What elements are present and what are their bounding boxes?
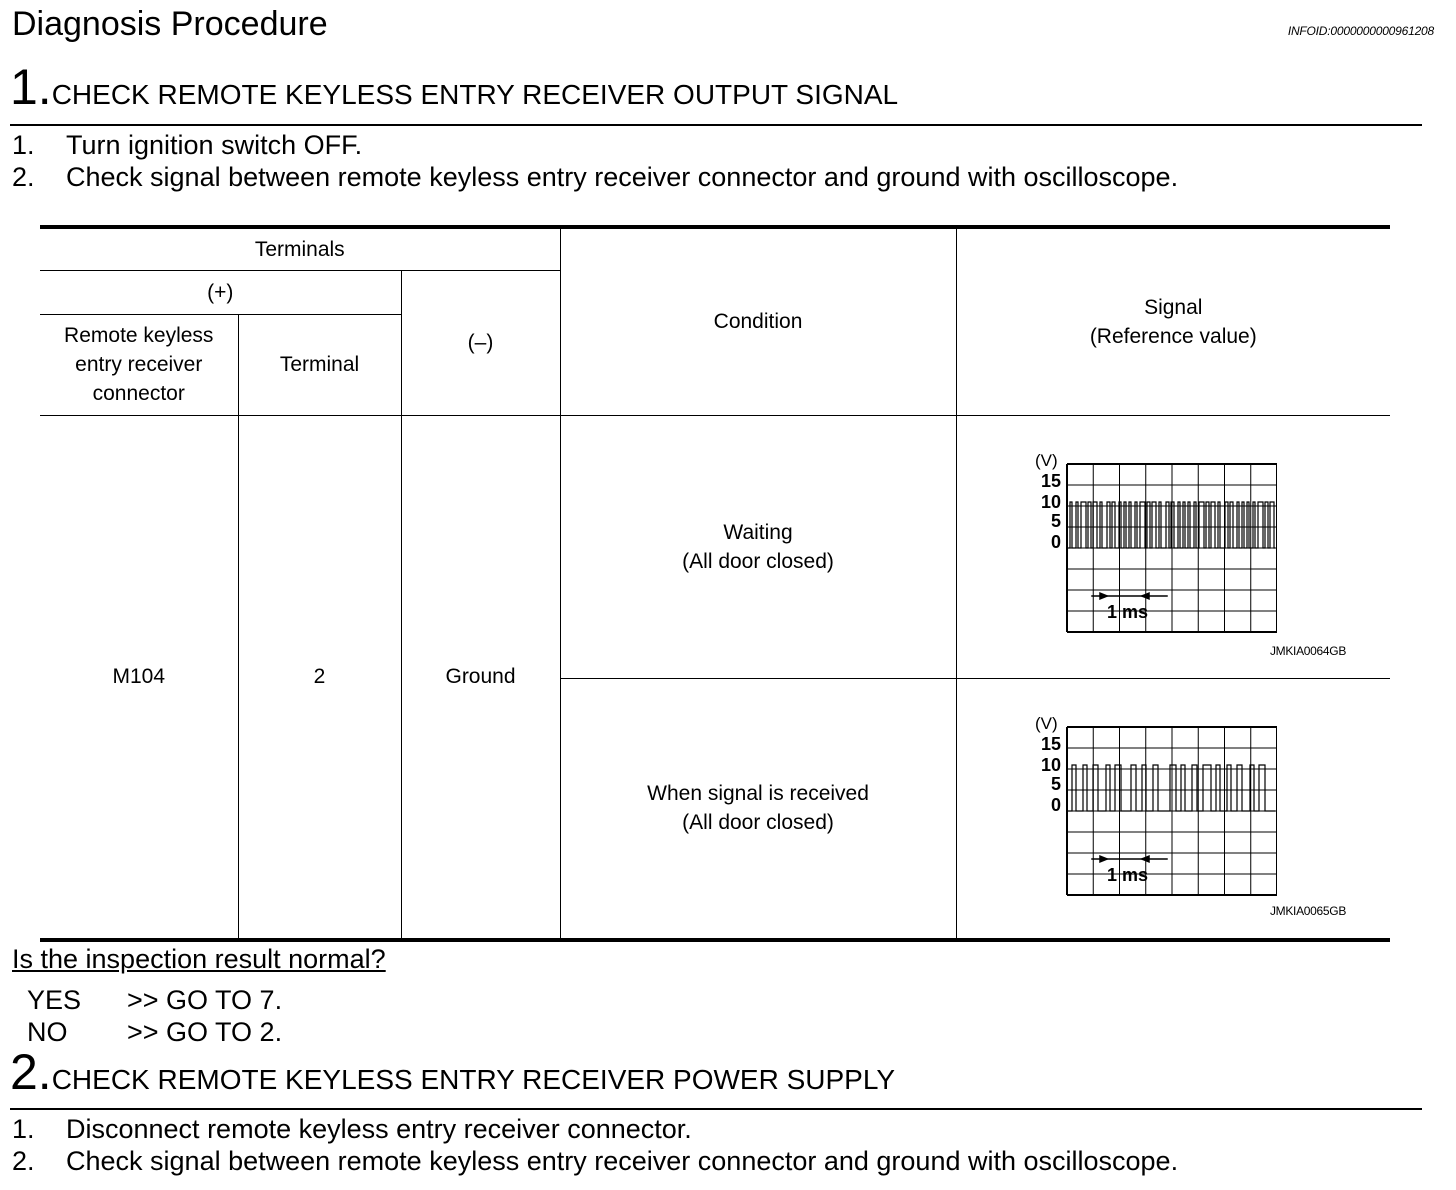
instruction-text: Check signal between remote keyless entry receiver connector and ground with oscilloscope. <box>66 162 1179 192</box>
step-2-number: 2. <box>10 1044 52 1100</box>
instruction-item <box>12 129 1178 161</box>
header-plus: (+) <box>40 270 401 314</box>
condition-label: When signal is received <box>647 782 869 806</box>
instruction-item <box>12 1113 1178 1145</box>
instruction-number: 2. <box>12 1146 35 1176</box>
instruction-item <box>12 1145 1178 1177</box>
step-1-divider <box>10 124 1422 126</box>
waveform-trace <box>1067 502 1275 548</box>
header-terminal: Terminal <box>238 314 401 415</box>
step-2-title: CHECK REMOTE KEYLESS ENTRY RECEIVER POWER SUPPLY <box>51 1064 896 1095</box>
time-span-indicator <box>1091 592 1168 600</box>
condition-sub: (All door closed) <box>682 811 834 835</box>
step-1-heading <box>10 59 899 120</box>
scope-unit-label: (V) <box>1034 716 1058 733</box>
scope-time-label: 1 ms <box>1106 864 1148 885</box>
scope-tick-label: 10 <box>1040 491 1061 512</box>
header-signal <box>956 227 1390 415</box>
condition-sub: (All door closed) <box>682 549 834 573</box>
signal-spec-table <box>40 225 1390 942</box>
waveform-trace <box>1067 765 1275 811</box>
header-connector <box>40 314 238 415</box>
scope-tick-label: 0 <box>1050 794 1061 815</box>
header-connector-label: Remote keyless entry receiver connector <box>64 324 214 405</box>
step-1-number: 1. <box>10 59 52 115</box>
answer-no <box>27 1016 282 1048</box>
cell-condition-waiting <box>560 415 956 678</box>
scope-tick-label: 10 <box>1040 754 1061 775</box>
scope-tick-label: 5 <box>1050 773 1061 794</box>
oscilloscope-figure <box>1027 717 1277 897</box>
instruction-number: 1. <box>12 1114 35 1144</box>
instruction-text: Check signal between remote keyless entry receiver connector and ground with oscilloscope. <box>66 1146 1179 1176</box>
arrow-right-icon <box>1099 592 1109 600</box>
arrow-right-icon <box>1099 855 1109 863</box>
oscilloscope-waveform <box>1027 454 1277 634</box>
scope-time-label: 1 ms <box>1106 601 1148 622</box>
step-2-divider <box>10 1108 1422 1110</box>
header-condition: Condition <box>560 227 956 415</box>
arrow-left-icon <box>1139 855 1149 863</box>
figure-id: JMKIA0064GB <box>1269 643 1347 658</box>
answer-key: NO <box>27 1017 68 1047</box>
condition-label: Waiting <box>723 520 793 544</box>
oscilloscope-waveform <box>1027 717 1277 897</box>
scope-tick-label: 5 <box>1050 510 1061 531</box>
arrow-left-icon <box>1139 592 1149 600</box>
cell-terminal: 2 <box>238 415 401 940</box>
answer-action: >> GO TO 7. <box>127 985 283 1015</box>
oscilloscope-figure <box>1027 454 1277 634</box>
instruction-text: Turn ignition switch OFF. <box>66 130 363 160</box>
step-2-instructions <box>12 1113 1178 1177</box>
time-span-indicator <box>1091 855 1168 863</box>
info-id: INFOID:0000000000961208 <box>1287 24 1434 38</box>
page-title: Diagnosis Procedure <box>12 5 328 43</box>
scope-tick-label: 0 <box>1050 531 1061 552</box>
scope-tick-label: 15 <box>1040 733 1061 754</box>
answer-action: >> GO TO 2. <box>127 1017 283 1047</box>
header-signal-sub: (Reference value) <box>1089 324 1257 348</box>
instruction-number: 2. <box>12 162 35 192</box>
cell-signal-waiting <box>956 415 1390 678</box>
cell-signal-received <box>956 678 1390 940</box>
answer-key: YES <box>27 985 82 1015</box>
figure-id: JMKIA0065GB <box>1269 904 1347 918</box>
scope-tick-label: 15 <box>1040 470 1061 491</box>
answer-yes <box>27 984 282 1016</box>
step-2-heading <box>10 1044 896 1105</box>
instruction-number: 1. <box>12 130 35 160</box>
header-terminals: Terminals <box>40 227 560 270</box>
instruction-item <box>12 161 1178 193</box>
header-signal-label: Signal <box>1144 295 1203 319</box>
step-1-title: CHECK REMOTE KEYLESS ENTRY RECEIVER OUTPUT SIGNAL <box>51 79 899 110</box>
result-answers <box>27 984 282 1048</box>
inspection-question: Is the inspection result normal? <box>12 944 386 974</box>
step-1-instructions <box>12 129 1178 193</box>
scope-unit-label: (V) <box>1034 453 1058 470</box>
cell-condition-received <box>560 678 956 940</box>
header-minus: (–) <box>401 270 560 415</box>
cell-minus: Ground <box>401 415 560 940</box>
cell-connector: M104 <box>40 415 238 940</box>
instruction-text: Disconnect remote keyless entry receiver connector. <box>66 1114 692 1144</box>
